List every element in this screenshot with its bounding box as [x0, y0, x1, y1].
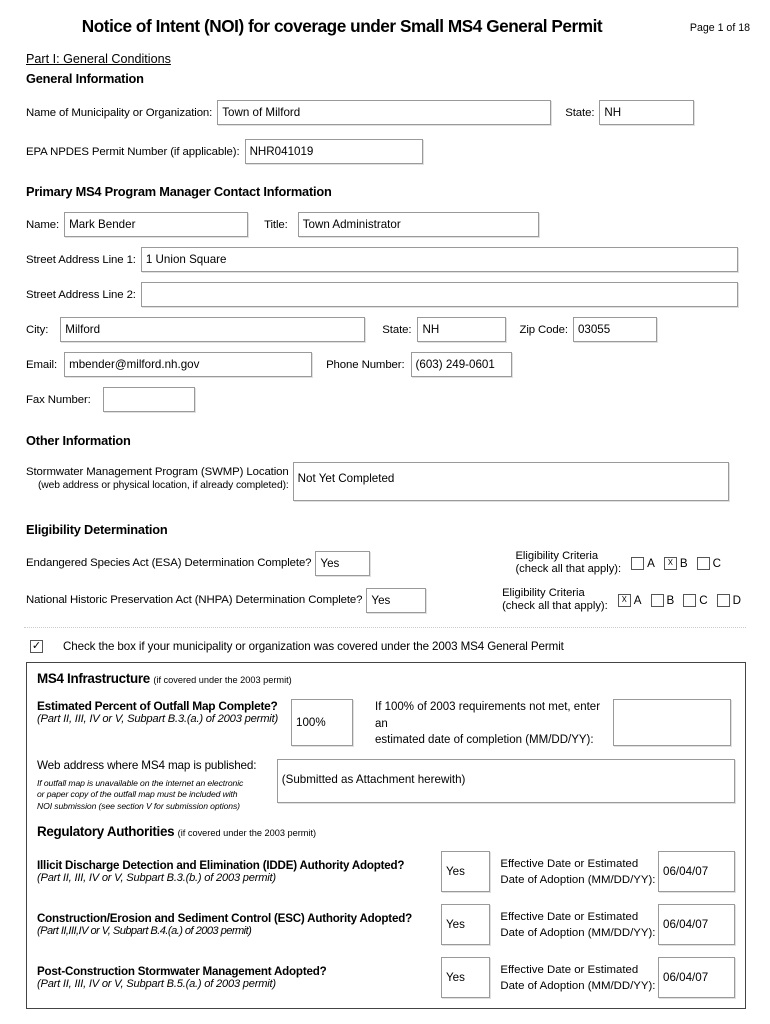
nhpa-checkbox-b[interactable]: [651, 594, 664, 607]
nhpa-option-b[interactable]: [651, 594, 675, 607]
nhpa-letter-c: C: [699, 593, 708, 607]
nhpa-label: National Historic Preservation Act (NHPA) Determination Complete?: [26, 594, 363, 606]
address-line2-row: [26, 282, 752, 307]
page-number: Page 1 of 18: [689, 22, 750, 34]
contact-name-input[interactable]: Mark Bender: [64, 212, 248, 237]
outfall-map-label: [37, 699, 285, 725]
outfall-map-label-bold: Estimated Percent of Outfall Map Complete?: [37, 699, 278, 713]
fax-label: Fax Number:: [26, 393, 91, 406]
swmp-location-input[interactable]: Not Yet Completed: [293, 462, 729, 501]
nhpa-input[interactable]: Yes: [366, 588, 426, 613]
web-address-fineprint-line1: If outfall map is unavailable on the internet an electronic: [37, 777, 244, 788]
completion-date-question: [375, 699, 607, 749]
ms4-infrastructure-box: [26, 662, 746, 1009]
esc-date-input[interactable]: 06/04/07: [658, 904, 735, 945]
esa-option-c[interactable]: [697, 557, 721, 570]
page-title: Notice of Intent (NOI) for coverage under Small MS4 General Permit: [81, 16, 603, 36]
esa-checkbox-a[interactable]: [631, 557, 644, 570]
swmp-label: [26, 462, 289, 493]
nhpa-letter-a: A: [633, 593, 642, 607]
phone-label: Phone Number:: [326, 358, 405, 371]
nhpa-checkbox-c[interactable]: [683, 594, 696, 607]
municipality-state-input[interactable]: NH: [599, 100, 694, 125]
city-input[interactable]: Milford: [60, 317, 365, 342]
post-construction-date-question: [500, 962, 656, 994]
email-input[interactable]: mbender@milford.nh.gov: [64, 352, 312, 377]
address-line1-label: Street Address Line 1:: [26, 253, 136, 266]
city-label: City:: [26, 323, 49, 336]
permit-number-input[interactable]: NHR041019: [245, 139, 423, 164]
post-construction-date-question-line1: Effective Date or Estimated: [500, 963, 639, 976]
outfall-map-percent-input[interactable]: 100%: [291, 699, 353, 746]
table-row: [37, 957, 735, 998]
address-line1-row: [26, 247, 752, 272]
idde-date-input[interactable]: 06/04/07: [658, 851, 735, 892]
esa-input[interactable]: Yes: [315, 551, 370, 576]
permit-2003-checkbox[interactable]: ✓: [31, 640, 42, 652]
municipality-name-row: [26, 100, 752, 125]
address-line1-input[interactable]: 1 Union Square: [141, 247, 738, 272]
zip-input[interactable]: 03055: [573, 317, 657, 342]
nhpa-checkbox-d[interactable]: [717, 594, 730, 607]
contact-name-row: [26, 212, 752, 237]
nhpa-criteria-caption-line1: Eligibility Criteria: [502, 587, 585, 599]
municipality-name-label: Name of Municipality or Organization:: [26, 106, 213, 119]
idde-label-bold: Illicit Discharge Detection and Elimination (IDDE) Authority Adopted?: [37, 859, 405, 872]
ms4-infrastructure-title: [37, 671, 735, 686]
post-construction-label-italic: (Part II, III, IV or V, Subpart B.5.(a.) of 2003 permit): [37, 978, 276, 990]
nhpa-criteria-group: [502, 587, 752, 613]
nhpa-criteria-caption: [502, 587, 608, 613]
city-state-zip-row: [26, 317, 752, 342]
idde-answer-input[interactable]: Yes: [441, 851, 490, 892]
idde-date-question-line2: Date of Adoption (MM/DD/YY):: [500, 873, 656, 886]
esa-criteria-caption-line2: (check all that apply):: [515, 563, 622, 575]
fax-input[interactable]: [103, 387, 195, 412]
nhpa-option-c[interactable]: [683, 594, 707, 607]
contact-state-input[interactable]: NH: [417, 317, 506, 342]
swmp-row: [26, 462, 752, 501]
esa-letter-c: C: [712, 556, 721, 570]
general-information-heading: General Information: [26, 71, 144, 86]
outfall-map-row: [37, 699, 735, 749]
esa-criteria-caption: [515, 550, 621, 576]
esc-label: [37, 912, 437, 937]
outfall-map-label-italic: (Part II, III, IV or V, Subpart B.3.(a.) of 2003 permit): [37, 713, 279, 725]
esa-checkbox-c[interactable]: [697, 557, 710, 570]
web-address-label: [37, 759, 271, 813]
idde-label: [37, 859, 437, 884]
web-address-fineprint: [37, 778, 271, 813]
web-address-label-text: Web address where MS4 map is published:: [37, 758, 257, 772]
web-address-fineprint-line2: or paper copy of the outfall map must be included with: [37, 789, 238, 799]
permit-number-label: EPA NPDES Permit Number (if applicable):: [26, 145, 240, 158]
esa-criteria-caption-line1: Eligibility Criteria: [515, 550, 599, 562]
esa-checkbox-b[interactable]: ☓: [664, 557, 677, 570]
email-label: Email:: [26, 358, 58, 371]
esa-option-b[interactable]: [664, 557, 688, 570]
nhpa-option-d[interactable]: [717, 594, 741, 607]
swmp-label-line2: (web address or physical location, if already completed):: [37, 480, 289, 491]
web-address-fineprint-line3: NOI submission (see section V for submission options): [37, 800, 240, 811]
completion-date-input[interactable]: [613, 699, 731, 746]
esa-letter-b: B: [679, 556, 688, 570]
municipality-state-label: State:: [565, 106, 595, 119]
completion-date-question-line2: estimated date of completion (MM/DD/YY):: [375, 734, 594, 746]
permit-number-row: [26, 139, 752, 164]
other-information-heading: Other Information: [26, 433, 131, 448]
esc-date-question-line2: Date of Adoption (MM/DD/YY):: [500, 926, 656, 939]
address-line2-label: Street Address Line 2:: [26, 288, 136, 301]
nhpa-option-a[interactable]: [618, 594, 642, 607]
contact-state-label: State:: [382, 323, 412, 336]
contact-title-input[interactable]: Town Administrator: [298, 212, 539, 237]
address-line2-input[interactable]: [141, 282, 738, 307]
table-row: [37, 851, 735, 892]
eligibility-heading: Eligibility Determination: [26, 522, 168, 537]
fax-row: [26, 387, 752, 412]
esc-answer-input[interactable]: Yes: [441, 904, 490, 945]
permit-2003-row: [30, 640, 752, 653]
web-address-row: [37, 759, 735, 813]
municipality-name-input[interactable]: Town of Milford: [217, 100, 551, 125]
zip-label: Zip Code:: [519, 323, 568, 336]
idde-date-question: [500, 856, 656, 888]
esc-date-question-line1: Effective Date or Estimated: [500, 910, 639, 923]
post-construction-label-bold: Post-Construction Stormwater Management Adopted?: [37, 965, 327, 978]
esa-criteria-checkboxes: [631, 557, 726, 570]
ms4-infrastructure-title-text: MS4 Infrastructure: [37, 671, 150, 686]
idde-date-question-line1: Effective Date or Estimated: [500, 857, 639, 870]
post-construction-date-question-line2: Date of Adoption (MM/DD/YY):: [500, 979, 656, 992]
esa-criteria-group: [515, 550, 752, 576]
esc-label-italic: (Part II,III,IV or V, Subpart B.4.(a.) of 2003 permit): [37, 925, 252, 937]
post-construction-label: [37, 965, 437, 990]
nhpa-letter-d: D: [732, 593, 741, 607]
post-construction-date-input[interactable]: 06/04/07: [658, 957, 735, 998]
nhpa-letter-b: B: [666, 593, 675, 607]
web-address-input[interactable]: (Submitted as Attachment herewith): [277, 759, 735, 803]
permit-2003-label: Check the box if your municipality or organization was covered under the 2003 MS4 General Permit: [63, 640, 564, 653]
page-header: [18, 0, 752, 44]
nhpa-row: [26, 587, 752, 613]
esa-row: [26, 550, 752, 576]
regulatory-authorities-title-note: (if covered under the 2003 permit): [177, 828, 317, 838]
table-row: [37, 904, 735, 945]
part-heading: Part I: General Conditions: [26, 52, 171, 66]
esc-date-question: [500, 909, 656, 941]
esc-label-bold: Construction/Erosion and Sediment Control (ESC) Authority Adopted?: [37, 912, 412, 925]
nhpa-criteria-checkboxes: [618, 594, 746, 607]
section-divider: [24, 627, 746, 628]
swmp-label-line1: Stormwater Management Program (SWMP) Location: [26, 466, 289, 478]
regulatory-authorities-title: [37, 824, 735, 839]
phone-input[interactable]: (603) 249-0601: [411, 352, 512, 377]
regulatory-authorities-title-text: Regulatory Authorities: [37, 824, 175, 839]
nhpa-checkbox-a[interactable]: ☓: [618, 594, 631, 607]
contact-name-label: Name:: [26, 218, 60, 231]
email-phone-row: [26, 352, 752, 377]
esa-option-a[interactable]: [631, 557, 655, 570]
esa-letter-a: A: [647, 556, 655, 570]
post-construction-answer-input[interactable]: Yes: [441, 957, 490, 998]
completion-date-question-line1: If 100% of 2003 requirements not met, enter an: [375, 701, 601, 730]
ms4-infrastructure-title-note: (if covered under the 2003 permit): [153, 675, 292, 685]
esa-label: Endangered Species Act (ESA) Determination Complete?: [26, 557, 312, 569]
contact-heading: Primary MS4 Program Manager Contact Information: [26, 184, 332, 199]
idde-label-italic: (Part II, III, IV or V, Subpart B.3.(b.) of 2003 permit): [37, 872, 276, 884]
contact-title-label: Title:: [264, 218, 288, 231]
nhpa-criteria-caption-line2: (check all that apply):: [502, 600, 608, 612]
